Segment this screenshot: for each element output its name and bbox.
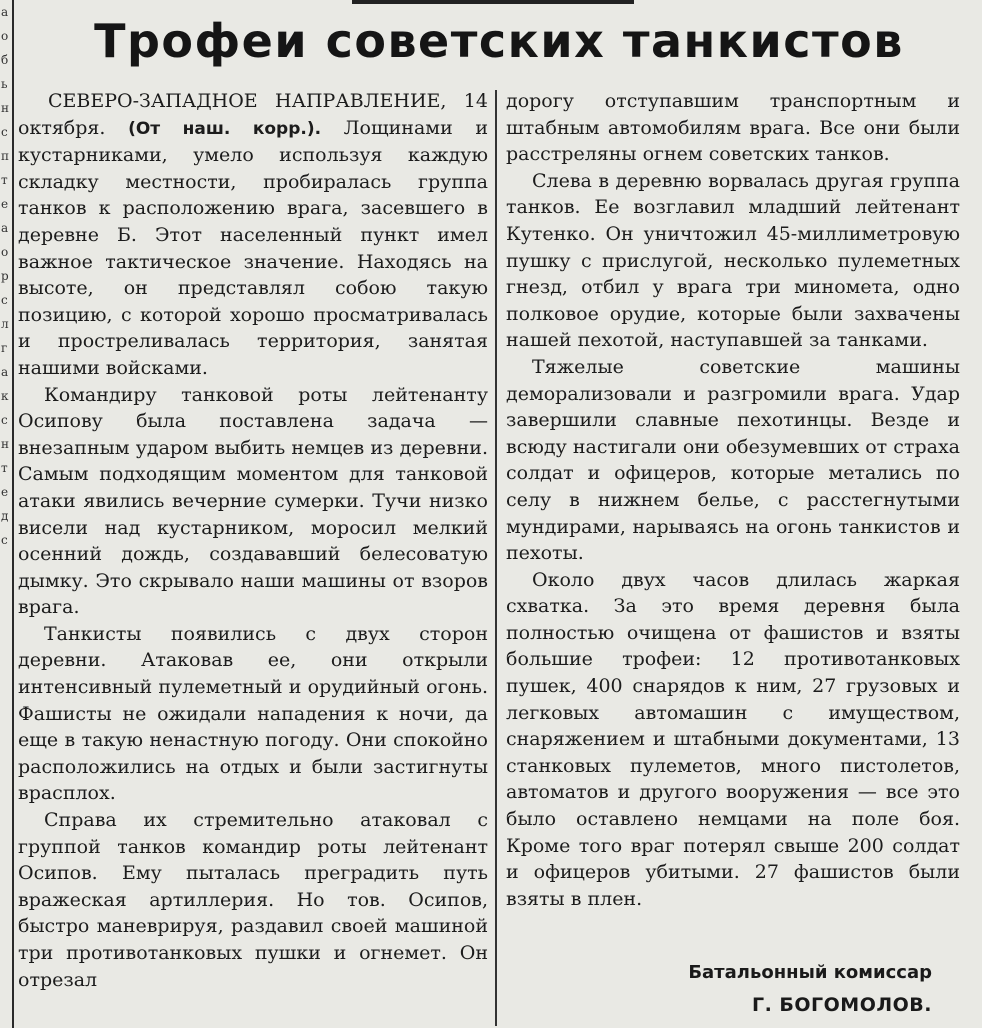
edge-letter: о — [1, 29, 9, 43]
edge-letter: к — [1, 389, 9, 403]
edge-letter: о — [1, 245, 9, 259]
edge-letter: е — [1, 197, 9, 211]
edge-letter: с — [1, 293, 8, 307]
edge-letter: т — [1, 461, 8, 475]
edge-letter: а — [1, 365, 9, 379]
edge-letter: ь — [1, 77, 8, 91]
edge-letter: г — [1, 341, 8, 355]
edge-letter: т — [1, 173, 8, 187]
edge-letter: н — [1, 101, 9, 115]
edge-letter: н — [1, 437, 9, 451]
paragraph-1 — [18, 88, 488, 382]
edge-letter: д — [1, 509, 9, 523]
headline: Трофеи советских танкистов — [94, 14, 904, 68]
paragraph-1-body: Лощинами и кустарниками, умело используя каждую складку местности, пробиралась группа танков к расположению врага, засевшего в деревне Б. Этот населенный пункт имел важное тактическое значение. Находясь на высоте, он представлял собою такую позицию, с которой хорошо просматривалась и простреливалась территория, занятая нашими войсками. — [18, 116, 488, 379]
paragraph-4-start: Справа их стремительно атаковал с группой танков командир роты лейтенант Осипов. Ему пыталась преградить путь вражеская артиллерия. Но тов. Осипов, быстро маневрируя, раздавил своей машиной три противотанковых пушки и огнемет. Он отрезал — [18, 809, 488, 991]
column-divider — [495, 90, 497, 1026]
paragraph-2: Командиру танковой роты лейтенанту Осипову была поставлена задача — внезапным ударом выбить немцев из деревни. Самым подходящим моментом для танковой атаки явились вечерние сумерки. Тучи низко висели над кустарником, моросил мелкий осенний дождь, создававший белесоватую дымку. Это скрывало наши машины от взоров врага. — [18, 383, 488, 619]
edge-letter: а — [1, 5, 9, 19]
article-column-right — [506, 88, 960, 912]
edge-letter: а — [1, 221, 9, 235]
top-rule — [352, 0, 634, 4]
edge-letter: п — [1, 149, 9, 163]
paragraph-6: Тяжелые советские машины деморализовали и разгромили врага. Удар завершили славные пехотинцы. Везде и всюду настигали они обезумевших от страха солдат и офицеров, которые метались по селу в нижнем белье, с расстегнутыми мундирами, нарываясь на огонь танкистов и пехоты. — [506, 355, 960, 565]
signature-title: Батальонный комиссар — [688, 962, 932, 983]
edge-letter: с — [1, 533, 8, 547]
article-column-left — [18, 88, 488, 993]
signature-name: Г. БОГОМОЛОВ. — [751, 994, 932, 1016]
correspondent-tag: (От наш. корр.). — [128, 118, 322, 139]
edge-letter: р — [1, 269, 9, 283]
paragraph-3: Танкисты появились с двух сторон деревни. Атаковав ее, они открыли интенсивный пулеметный и орудийный огонь. Фашисты не ожидали нападения к ночи, да еще в такую ненастную погоду. Они спокойно расположились на отдых и были застигнуты врасплох. — [18, 622, 488, 805]
dateline: СЕВЕРО-ЗАПАДНОЕ НАПРАВЛЕНИЕ, 14 октября. — [18, 90, 488, 139]
paragraph-4-end: дорогу отступавшим транспортным и штабным автомобилям врага. Все они были расстреляны огнем советских танков. — [506, 90, 960, 166]
paragraph-7: Около двух часов длилась жаркая схватка. За это время деревня была полностью очищена от фашистов и взяты большие трофеи: 12 противотанковых пушек, 400 снарядов к ним, 27 грузовых и легковых автомашин с имуществом, снаряжением и штабными документами, 13 станковых пулеметов, много пистолетов, автоматов и другого вооружения — все это было оставлено немцами на поле боя. Кроме того враг потерял свыше 200 солдат и офицеров убитыми. 27 фашистов были взяты в плен. — [506, 568, 960, 910]
edge-letter: е — [1, 485, 9, 499]
edge-letter: б — [1, 53, 9, 67]
paragraph-5: Слева в деревню ворвалась другая группа танков. Ее возглавил младший лейтенант Кутенко. Он уничтожил 45-миллиметровую пушку с прислугой, несколько пулеметных гнезд, отбил у врага три миномета, одно полковое орудие, которые были захвачены нашей пехотой, наступавшей за танками. — [506, 169, 960, 352]
adjacent-column-fragment — [0, 0, 14, 1028]
edge-letter: с — [1, 125, 8, 139]
edge-letter: с — [1, 413, 8, 427]
edge-letter: л — [1, 317, 9, 331]
